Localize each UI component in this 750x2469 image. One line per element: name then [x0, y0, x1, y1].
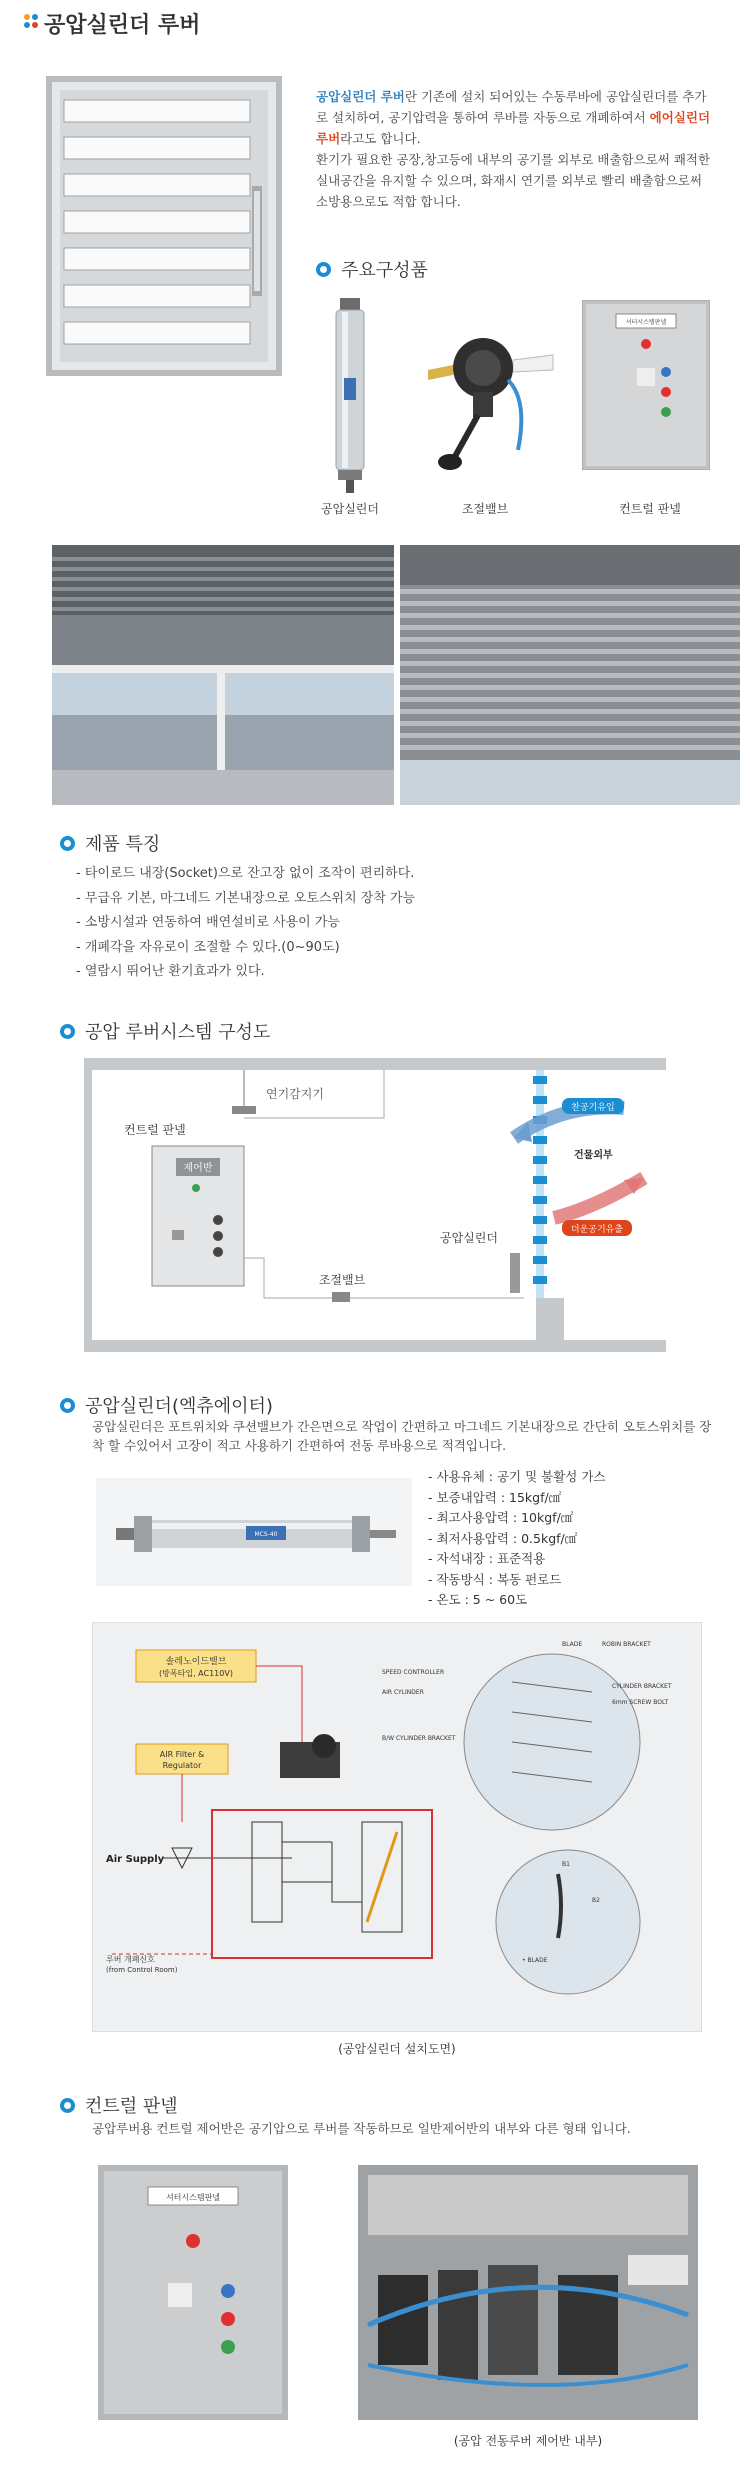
components-heading	[316, 256, 428, 282]
panel-plate-label: 제어반	[183, 1163, 213, 1174]
intro-text-3: 환기가 필요한 공장,창고등에 내부의 공기를 외부로 배출함으로써 쾌적한 실내공간을 유지할 수 있으며, 화재시 연기를 외부로 빨리 배출함으로써 소방용으로도 적합 합니다.	[316, 152, 711, 209]
valve-image	[418, 330, 558, 480]
bullet-icon	[60, 2098, 75, 2113]
fresh-air-label: 찬공기유입	[571, 1103, 615, 1113]
spec-item: - 온도 : 5 ~ 60도	[428, 1592, 528, 1607]
intro-text-1: 란 기존에 설치 되어있는 수동루바에 공압실린더를 추가로 설치하여, 공기압력을 통하여 루바를 자동으로 개폐하여서	[316, 89, 707, 125]
intro-text	[316, 86, 716, 212]
page-title: 공압실린더 루버	[44, 13, 201, 38]
bullet-icon	[60, 1398, 75, 1413]
svg-text:셔터시스템판넬: 셔터시스템판넬	[625, 319, 667, 326]
actuator-cylinder-image	[96, 1478, 412, 1586]
control-interior-caption: (공압 전동루버 제어반 내부)	[453, 2434, 603, 2448]
intro-text-2: 라고도 합니다.	[340, 131, 421, 146]
speed-label: SPEED CONTROLLER	[382, 1669, 445, 1676]
feature-item: - 개폐각을 자유로이 조절할 수 있다.(0~90도)	[76, 939, 340, 955]
intro-highlight-2: 에어실린더 루버	[316, 110, 711, 146]
control-heading-text: 컨트럴 판넬	[85, 2096, 178, 2117]
installation-drawing	[92, 1622, 702, 2032]
filter-label: AIR Filter &	[159, 1750, 205, 1759]
bullet-icon	[60, 1024, 75, 1039]
feature-item: - 소방시설과 연동하여 배연설비로 사용이 가능	[76, 915, 340, 930]
spec-item: - 최저사용압력 : 0.5kgf/㎠	[428, 1530, 578, 1546]
control-panel-photo	[98, 2165, 288, 2420]
bw-label: B/W CYLINDER BRACKET	[382, 1735, 456, 1742]
solenoid-label: 솔레노이드밸브	[165, 1657, 227, 1667]
features-list	[76, 862, 415, 985]
spec-item: - 사용유체 : 공기 및 불활성 가스	[428, 1469, 606, 1484]
system-heading-text: 공압 루버시스템 구성도	[85, 1022, 271, 1043]
actuator-heading	[60, 1392, 273, 1418]
b1-label: B1	[562, 1861, 570, 1868]
smoke-sensor-label: 연기감지기	[266, 1087, 324, 1101]
cylinder-label: 공압실린더	[440, 1231, 498, 1245]
spec-item: - 작동방식 : 복동 펀로드	[428, 1571, 562, 1587]
blade-note-label: • BLADE	[522, 1957, 548, 1964]
outside-label: 건물외부	[574, 1150, 613, 1161]
spec-list	[428, 1467, 605, 1611]
cylinder-image	[330, 298, 370, 493]
blade-label: BLADE	[562, 1641, 583, 1648]
control-panel-image	[582, 300, 710, 470]
louver-product-image	[46, 76, 290, 376]
feature-item: - 무급유 기본, 마그네드 기본내장으로 오토스위치 장착 가능	[76, 890, 416, 906]
cylinder-model-label: MCS-40	[254, 1531, 278, 1538]
air-supply-label: Air Supply	[106, 1854, 165, 1865]
signal-sub-label: (from Control Room)	[106, 1966, 178, 1974]
features-heading	[60, 830, 160, 856]
bullet-icon	[316, 262, 331, 277]
valve-label: 조절밸브	[318, 1273, 366, 1287]
installation-caption: (공압실린더 설치도면)	[338, 2042, 456, 2056]
robin-label: ROBIN BRACKET	[602, 1641, 651, 1648]
component-label-1: 공압실린더	[321, 502, 379, 516]
bullet-icon	[60, 836, 75, 851]
component-label-2: 조절밸브	[461, 502, 509, 516]
spec-item: - 최고사용압력 : 10kgf/㎠	[428, 1510, 574, 1525]
installation-photo-2	[400, 545, 740, 805]
control-panel-label: 컨트럴 판넬	[124, 1123, 186, 1137]
installation-photo-1	[52, 545, 394, 805]
filter-label-2: Regulator	[162, 1761, 202, 1770]
intro-highlight-1: 공압실린더 루버	[316, 89, 405, 104]
spec-item: - 보증내압력 : 15kgf/㎠	[428, 1489, 562, 1505]
cyl-bracket-label: CYLINDER BRACKET	[612, 1683, 672, 1690]
b2-label: B2	[592, 1897, 600, 1904]
control-panel-interior-photo	[358, 2165, 698, 2420]
system-diagram	[84, 1058, 666, 1358]
system-heading	[60, 1018, 270, 1044]
control-heading	[60, 2092, 178, 2118]
control-plate-label: 셔터시스템판넬	[165, 2193, 221, 2202]
actuator-description: 공압실린더은 포트위치와 쿠션밸브가 간은면으로 작업이 간편하고 마그네드 기본내장으로 간단히 오토스위치를 장착 할 수있어서 고장이 적고 사용하기 간편하여 전동 루바용으로 적격입니다.	[92, 1419, 712, 1453]
components-heading-text: 주요구성품	[341, 260, 428, 281]
actuator-heading-text: 공압실린더(엑츄에이터)	[85, 1396, 273, 1417]
feature-item: - 타이로드 내장(Socket)으로 잔고장 없이 조작이 편리하다.	[76, 866, 415, 881]
spec-item: - 자석내장 : 표준적용	[428, 1551, 546, 1566]
control-description: 공압루버용 컨트럴 제어반은 공기압으로 루버를 작동하므로 일반제어반의 내부와 다른 형태 입니다.	[92, 2121, 631, 2136]
signal-label: 루버 개폐신호	[106, 1955, 155, 1964]
screw-label: 6mm SCREW BOLT	[612, 1699, 669, 1706]
air-cyl-label: AIR CYLINDER	[382, 1689, 424, 1696]
hot-air-label: 더운공기유출	[570, 1225, 624, 1235]
features-heading-text: 제품 특징	[85, 834, 161, 855]
title-dots-icon	[24, 14, 40, 30]
feature-item: - 열람시 뛰어난 환기효과가 있다.	[76, 964, 265, 979]
solenoid-sub-label: (방폭타입, AC110V)	[159, 1669, 233, 1678]
component-label-3: 컨트럴 판넬	[619, 502, 681, 516]
